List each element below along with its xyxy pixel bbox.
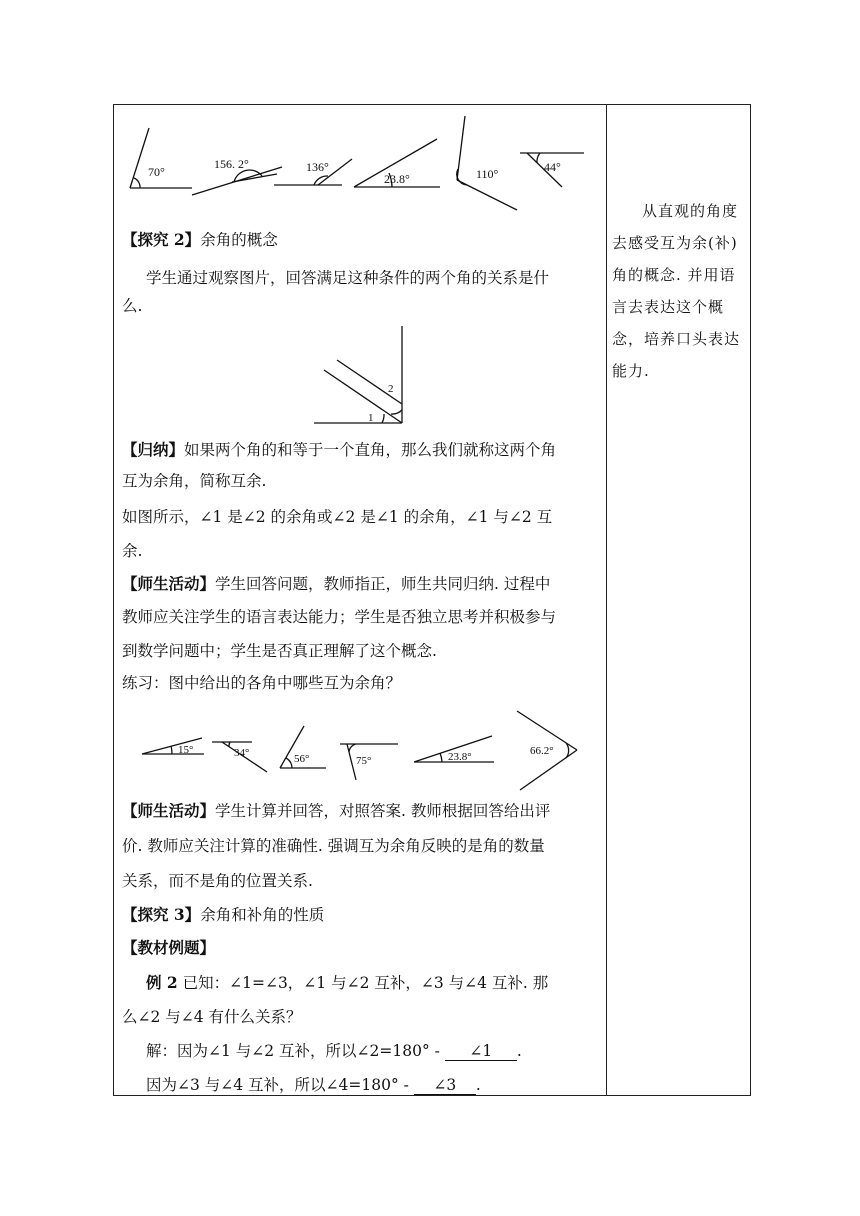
angles-figure-row2 bbox=[122, 702, 602, 802]
explore2-q2: 么. bbox=[122, 297, 143, 315]
angle-label: 44° bbox=[544, 160, 561, 174]
angle-1-label: 1 bbox=[368, 412, 374, 424]
column-divider bbox=[606, 104, 607, 1096]
complementary-angles-figure bbox=[312, 322, 432, 427]
angle-label: 156. 2° bbox=[214, 157, 249, 171]
solution-2 bbox=[122, 1075, 481, 1095]
activity1-3: 到数学问题中；学生是否真正理解了这个概念. bbox=[122, 642, 437, 660]
example2-1 bbox=[122, 973, 548, 993]
activity1-tag: 【师生活动】 bbox=[122, 574, 216, 593]
angle-label: 15° bbox=[178, 744, 194, 756]
solution-2-blank: ∠3 bbox=[414, 1076, 476, 1095]
activity1-2: 教师应关注学生的语言表达能力；学生是否独立思考并积极参与 bbox=[122, 608, 557, 626]
angle-label: 23.8° bbox=[384, 172, 410, 186]
activity2-1 bbox=[122, 801, 550, 821]
example2-1-text: 已知：∠1=∠3，∠1 与∠2 互补，∠3 与∠4 互补. 那 bbox=[182, 974, 549, 992]
solution-1-blank: ∠1 bbox=[445, 1042, 517, 1061]
example-1: 如图所示，∠1 是∠2 的余角或∠2 是∠1 的余角，∠1 与∠2 互 bbox=[122, 508, 553, 526]
angle-label: 70° bbox=[148, 165, 165, 179]
textbook-heading: 【教材例题】 bbox=[122, 938, 216, 957]
angle-label: 66.2° bbox=[530, 745, 554, 757]
explore2-q1: 学生通过观察图片，回答满足这种条件的两个角的关系是什 bbox=[146, 269, 550, 287]
activity2-1-text: 学生计算并回答，对照答案. 教师根据回答给出评 bbox=[215, 802, 551, 820]
angle-label: 75° bbox=[356, 755, 372, 767]
angle-label: 34° bbox=[234, 747, 250, 759]
activity2-tag: 【师生活动】 bbox=[122, 801, 216, 820]
explore2-tag: 【探究 2】 bbox=[122, 230, 201, 249]
explore3-title: 余角和补角的性质 bbox=[200, 906, 325, 924]
example2-label: 例 2 bbox=[146, 973, 178, 992]
side-note-column bbox=[612, 195, 742, 387]
angle-label: 56° bbox=[294, 753, 310, 765]
side-note: 从直观的角度去感受互为余(补)角的概念. 并用语言去表达这个概念，培养口头表达能力. bbox=[612, 202, 741, 380]
explore3-tag: 【探究 3】 bbox=[122, 905, 201, 924]
solution-1 bbox=[122, 1041, 522, 1061]
summary-2: 互为余角，简称互余. bbox=[122, 472, 267, 490]
example2-2: 么∠2 与∠4 有什么关系？ bbox=[122, 1008, 302, 1026]
angle-2-label: 2 bbox=[388, 383, 394, 395]
angle-label: 110° bbox=[476, 167, 499, 181]
angle-label: 23.8° bbox=[448, 751, 472, 763]
activity2-3: 关系，而不是角的位置关系. bbox=[122, 872, 313, 890]
explore2-heading bbox=[122, 230, 278, 250]
activity1-1 bbox=[122, 574, 550, 594]
angle-label: 136° bbox=[306, 160, 329, 174]
summary-1 bbox=[122, 440, 556, 460]
solution-1-text: 解：因为∠1 与∠2 互补，所以∠2=180° - bbox=[146, 1042, 440, 1060]
activity2-2: 价. 教师应关注计算的准确性. 强调互为余角反映的是角的数量 bbox=[122, 837, 545, 855]
explore3-heading bbox=[122, 905, 324, 925]
example-2: 余. bbox=[122, 542, 143, 560]
solution-2-end: . bbox=[475, 1076, 481, 1094]
practice-question: 练习：图中给出的各角中哪些互为余角？ bbox=[122, 674, 402, 692]
summary-tag: 【归纳】 bbox=[122, 440, 185, 459]
angles-figure-row1 bbox=[122, 112, 602, 222]
solution-1-end: . bbox=[516, 1042, 522, 1060]
solution-2-text: 因为∠3 与∠4 互补，所以∠4=180° - bbox=[146, 1076, 409, 1094]
summary-1-text: 如果两个角的和等于一个直角，那么我们就称这两个角 bbox=[184, 441, 557, 459]
activity1-1-text: 学生回答问题，教师指正，师生共同归纳. 过程中 bbox=[215, 575, 551, 593]
explore2-title: 余角的概念 bbox=[200, 231, 278, 249]
